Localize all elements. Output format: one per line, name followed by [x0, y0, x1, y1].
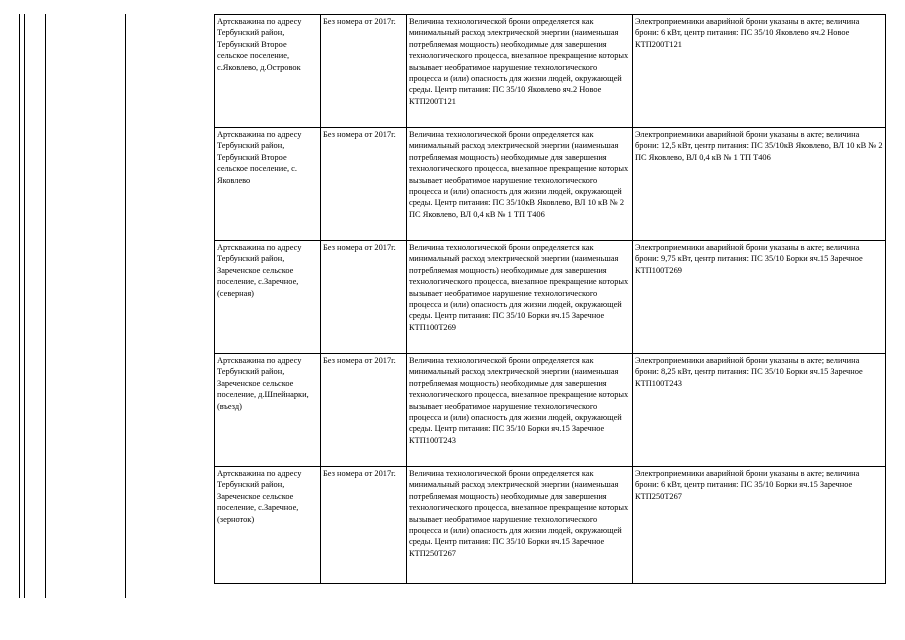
description-cell: Величина технологической брони определяется как минимальный расход электрической энергии (наименьшая потребляемая мощность) необходимые для завершения технологического процесса, внезапное прекращение которых вызывает необратимое нарушение технологического процесса и (или) опасность для жизни людей, окружающей среды. Центр питания: ПС 35/10 Борки яч.15 Заречное КТП100Т269: [407, 241, 633, 354]
description-cell: Величина технологической брони определяется как минимальный расход электрической энергии (наименьшая потребляемая мощность) необходимые для завершения технологического процесса, внезапное прекращение которых вызывает необратимое нарушение технологического процесса и (или) опасность для жизни людей, окружающей среды. Центр питания: ПС 35/10 Борки яч.15 Заречное КТП250Т267: [407, 467, 633, 584]
object-cell: Артскважина по адресу Тербунский район, Тербунский Второе сельское поселение, с. Яковлево: [215, 128, 321, 241]
description-cell: Величина технологической брони определяется как минимальный расход электрической энергии (наименьшая потребляемая мощность) необходимые для завершения технологического процесса, внезапное прекращение которых вызывает необратимое нарушение технологического процесса и (или) опасность для жизни людей, окружающей среды. Центр питания: ПС 35/10кВ Яковлево, ВЛ 10 кВ № 2 ПС Яковлево, ВЛ 0,4 кВ № 1 ТП Т406: [407, 128, 633, 241]
column-border-4: [125, 14, 126, 598]
document-cell: Без номера от 2017г.: [321, 15, 407, 128]
column-border-1: [19, 14, 20, 598]
document-cell: Без номера от 2017г.: [321, 128, 407, 241]
column-border-3: [45, 14, 46, 598]
note-cell: Электроприемники аварийной брони указаны в акте; величина брони: 8,25 кВт, центр питания: ПС 35/10 Борки яч.15 Заречное КТП100Т243: [633, 354, 886, 467]
document-cell: Без номера от 2017г.: [321, 241, 407, 354]
object-cell: Артскважина по адресу Тербунский район, Зареченское сельское поселение, с.Заречное, (зерноток): [215, 467, 321, 584]
column-border-2: [24, 14, 25, 598]
note-cell: Электроприемники аварийной брони указаны в акте; величина брони: 12,5 кВт, центр питания: ПС 35/10кВ Яковлево, ВЛ 10 кВ № 2 ПС Яковлево, ВЛ 0,4 кВ № 1 ТП Т406: [633, 128, 886, 241]
description-cell: Величина технологической брони определяется как минимальный расход электрической энергии (наименьшая потребляемая мощность) необходимые для завершения технологического процесса, внезапное прекращение которых вызывает необратимое нарушение технологического процесса и (или) опасность для жизни людей, окружающей среды. Центр питания: ПС 35/10 Яковлево яч.2 Новое КТП200Т121: [407, 15, 633, 128]
reserve-table: [214, 14, 886, 584]
note-cell: Электроприемники аварийной брони указаны в акте; величина брони: 6 кВт, центр питания: ПС 35/10 Борки яч.15 Заречное КТП250Т267: [633, 467, 886, 584]
object-cell: Артскважина по адресу Тербунский район, Зареченское сельское поселение, д.Шпейнарки, (въезд): [215, 354, 321, 467]
document-cell: Без номера от 2017г.: [321, 354, 407, 467]
object-cell: Артскважина по адресу Тербунский район, Тербунский Второе сельское поселение, с.Яковлево, д.Островок: [215, 15, 321, 128]
table-row: [215, 467, 886, 584]
object-cell: Артскважина по адресу Тербунский район, Зареченское сельское поселение, с.Заречное, (северная): [215, 241, 321, 354]
table-row: [215, 354, 886, 467]
table-row: [215, 15, 886, 128]
document-cell: Без номера от 2017г.: [321, 467, 407, 584]
table-row: [215, 241, 886, 354]
description-cell: Величина технологической брони определяется как минимальный расход электрической энергии (наименьшая потребляемая мощность) необходимые для завершения технологического процесса, внезапное прекращение которых вызывает необратимое нарушение технологического процесса и (или) опасность для жизни людей, окружающей среды. Центр питания: ПС 35/10 Борки яч.15 Заречное КТП100Т243: [407, 354, 633, 467]
table-row: [215, 128, 886, 241]
note-cell: Электроприемники аварийной брони указаны в акте; величина брони: 6 кВт, центр питания: ПС 35/10 Яковлево яч.2 Новое КТП200Т121: [633, 15, 886, 128]
note-cell: Электроприемники аварийной брони указаны в акте; величина брони: 9,75 кВт, центр питания: ПС 35/10 Борки яч.15 Заречное КТП100Т269: [633, 241, 886, 354]
